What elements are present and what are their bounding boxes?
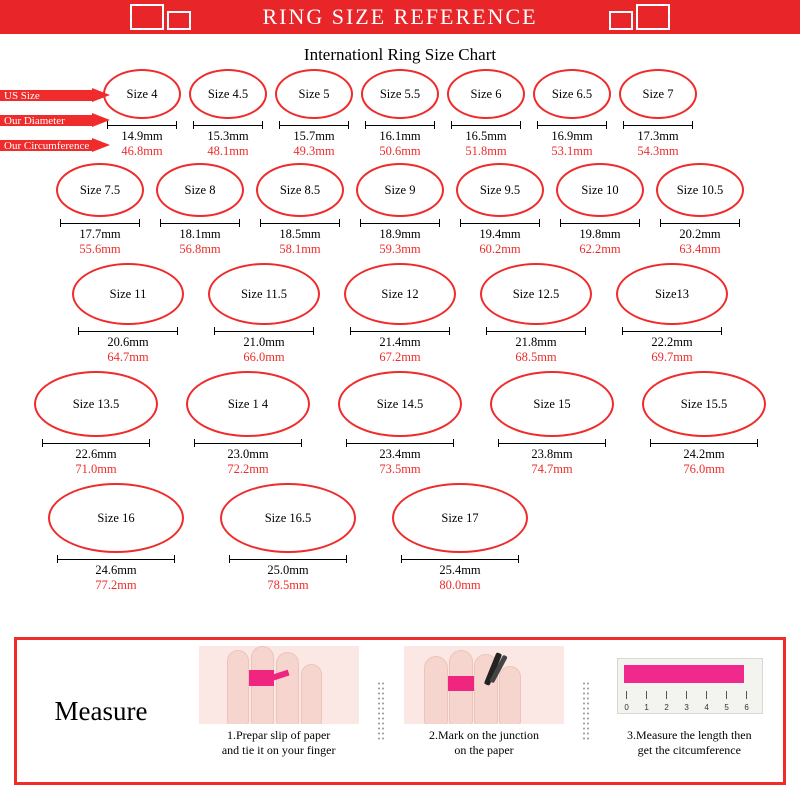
ring-size-ellipse [256,163,344,217]
size-row [6,163,794,257]
diameter-value: 23.0mm [227,447,269,461]
diameter-value: 18.9mm [379,227,421,241]
diameter-bar-icon [365,121,435,129]
ruler-number: 3 [684,703,689,712]
ring-size-cell [616,263,728,365]
diameter-value: 16.9mm [551,129,593,143]
diameter-bar-icon [537,121,607,129]
circumference-value: 46.8mm [121,144,163,158]
measurement-block [537,121,607,159]
circumference-value: 71.0mm [75,462,117,476]
ruler-number: 5 [724,703,729,712]
diameter-bar-icon [451,121,521,129]
measure-step-3 [596,640,783,782]
ring-size-label: Size 12 [381,286,419,301]
ring-size-ellipse [656,163,744,217]
ring-size-ellipse [344,263,456,325]
circumference-value: 77.2mm [95,578,137,592]
diameter-bar-icon [498,439,606,447]
diameter-value: 21.8mm [515,335,557,349]
ring-size-label: Size 17 [441,510,479,525]
ring-size-label: Size 13.5 [72,396,120,411]
circumference-value: 49.3mm [293,144,335,158]
circumference-value: 68.5mm [515,350,557,364]
circumference-value: 48.1mm [207,144,249,158]
ring-size-label: Size 1 4 [227,396,269,411]
diameter-value: 15.7mm [293,129,335,143]
diameter-bar-icon [486,327,586,335]
measurement-block [78,327,178,365]
ring-size-cell [356,163,444,257]
ring-size-label: Size 8 [184,182,216,197]
ring-size-cell [490,371,614,477]
ring-size-label: Size 11.5 [240,286,288,301]
diameter-bar-icon [350,327,450,335]
ring-size-ellipse [392,483,528,553]
ring-size-ellipse [533,69,611,119]
ring-size-label: Size 11 [109,286,147,301]
measurement-block [486,327,586,365]
step-2-caption: 2.Mark on the junction on the paper [429,728,539,757]
measurement-block [401,555,519,593]
ring-size-cell [34,371,158,477]
measurement-block [622,327,722,365]
circumference-value: 53.1mm [551,144,593,158]
ring-size-cell [56,163,144,257]
measurement-block [460,219,540,257]
circumference-value: 54.3mm [637,144,679,158]
diameter-value: 18.1mm [179,227,221,241]
diameter-value: 20.6mm [107,335,149,349]
ring-size-chart [0,69,800,593]
ring-size-label: Size 10.5 [676,182,724,197]
diameter-value: 22.6mm [75,447,117,461]
ring-size-cell [344,263,456,365]
ring-size-label: Size 10 [581,182,619,197]
ring-size-ellipse [189,69,267,119]
measurement-block [498,439,606,477]
diameter-value: 19.4mm [479,227,521,241]
measurement-block [57,555,175,593]
diameter-value: 21.0mm [243,335,285,349]
diameter-bar-icon [346,439,454,447]
size-row [6,263,794,365]
ruler-tick [626,691,627,699]
ring-size-ellipse [619,69,697,119]
measurement-block [360,219,440,257]
diameter-value: 19.8mm [579,227,621,241]
size-row [6,483,794,593]
diameter-bar-icon [214,327,314,335]
ring-size-label: Size 7.5 [79,182,121,197]
ring-size-cell [456,163,544,257]
ring-size-ellipse [186,371,310,437]
ring-size-label: Size 15.5 [680,396,728,411]
ruler-tick [746,691,747,699]
square-outline-icon [636,4,670,30]
chart-subtitle: Internationl Ring Size Chart [303,45,497,64]
diameter-value: 21.4mm [379,335,421,349]
circumference-value: 55.6mm [79,242,121,256]
diameter-value: 16.1mm [379,129,421,143]
diameter-bar-icon [623,121,693,129]
diameter-value: 23.8mm [531,447,573,461]
ring-size-ellipse [480,263,592,325]
circumference-value: 72.2mm [227,462,269,476]
diameter-bar-icon [57,555,175,563]
measurement-block [279,121,349,159]
measurement-block [660,219,740,257]
ring-size-ellipse [490,371,614,437]
diameter-value: 18.5mm [279,227,321,241]
ring-size-label: Size 14.5 [376,396,424,411]
ring-size-ellipse [338,371,462,437]
ring-size-cell [642,371,766,477]
diameter-bar-icon [193,121,263,129]
diameter-bar-icon [622,327,722,335]
ring-size-cell [338,371,462,477]
banner-decoration-right [609,4,670,30]
diameter-bar-icon [460,219,540,227]
legend-label: US Size [4,90,40,102]
circumference-value: 62.2mm [579,242,621,256]
ring-size-ellipse [72,263,184,325]
circumference-value: 63.4mm [679,242,721,256]
ring-size-label: Size 6.5 [551,86,593,101]
ruler-number: 0 [624,703,629,712]
legend-item-our-diameter [0,113,118,129]
diameter-value: 17.7mm [79,227,121,241]
circumference-value: 58.1mm [279,242,321,256]
diameter-bar-icon [360,219,440,227]
ring-size-label: Size 4.5 [207,86,249,101]
measurement-block [160,219,240,257]
ruler-measuring-strip-icon [609,646,769,724]
ring-size-label: Size 4 [126,86,158,101]
diameter-bar-icon [260,219,340,227]
circumference-value: 69.7mm [651,350,693,364]
step-3-caption: 3.Measure the length then get the citcumference [627,728,752,757]
ring-size-cell [220,483,356,593]
circumference-value: 60.2mm [479,242,521,256]
legend-label: Our Diameter [4,115,65,127]
measurement-block [60,219,140,257]
circumference-value: 51.8mm [465,144,507,158]
ring-size-label: Size 7 [642,86,674,101]
ruler-tick [646,691,647,699]
circumference-value: 74.7mm [531,462,573,476]
ruler-number: 2 [664,703,669,712]
ring-size-ellipse [456,163,544,217]
ring-size-cell [72,263,184,365]
ring-size-ellipse [156,163,244,217]
ring-size-label: Size 16 [97,510,135,525]
circumference-value: 64.7mm [107,350,149,364]
ring-size-label: Size 6 [470,86,502,101]
page-title: RING SIZE REFERENCE [262,4,538,29]
diameter-bar-icon [650,439,758,447]
measurement-block [560,219,640,257]
diameter-value: 20.2mm [679,227,721,241]
header-banner [0,0,800,34]
diameter-value: 24.6mm [95,563,137,577]
ring-size-ellipse [220,483,356,553]
diameter-value: 22.2mm [651,335,693,349]
ring-size-ellipse [48,483,184,553]
diameter-value: 25.4mm [439,563,481,577]
ring-size-label: Size 16.5 [264,510,312,525]
circumference-value: 80.0mm [439,578,481,592]
size-row [6,69,794,159]
diameter-value: 17.3mm [637,129,679,143]
measure-title: Measure [54,695,148,726]
circumference-value: 50.6mm [379,144,421,158]
ring-size-cell [480,263,592,365]
square-outline-icon [609,11,633,30]
measure-step-2 [390,640,577,782]
circumference-value: 66.0mm [243,350,285,364]
ring-size-ellipse [275,69,353,119]
ruler-tick [686,691,687,699]
square-outline-icon [130,4,164,30]
ring-size-label: Size 12.5 [512,286,560,301]
legend-item-our-circumference [0,138,118,154]
ring-size-cell [392,483,528,593]
size-row [6,371,794,477]
measurement-block [350,327,450,365]
ring-size-cell [361,69,439,159]
ring-size-label: Size 5.5 [379,86,421,101]
ring-size-cell [189,69,267,159]
circumference-value: 73.5mm [379,462,421,476]
diameter-value: 23.4mm [379,447,421,461]
diameter-value: 24.2mm [683,447,725,461]
dot-separator [372,640,390,782]
ring-size-ellipse [642,371,766,437]
ring-size-ellipse [56,163,144,217]
ring-size-cell [156,163,244,257]
ring-size-cell [533,69,611,159]
measurement-block [260,219,340,257]
ring-size-ellipse [208,263,320,325]
ring-size-ellipse [556,163,644,217]
diameter-bar-icon [660,219,740,227]
measurement-block [346,439,454,477]
ring-size-ellipse [447,69,525,119]
ring-size-cell [275,69,353,159]
ring-size-ellipse [361,69,439,119]
step-1-caption: 1.Prepar slip of paper and tie it on your finger [221,728,336,757]
ring-size-cell [208,263,320,365]
measurement-block [42,439,150,477]
diameter-bar-icon [279,121,349,129]
hand-marking-paper-icon [404,646,564,724]
circumference-value: 67.2mm [379,350,421,364]
ring-size-ellipse [356,163,444,217]
square-outline-icon [167,11,191,30]
measurement-block [229,555,347,593]
legend-item-us-size [0,88,118,104]
ring-size-cell [256,163,344,257]
diameter-value: 14.9mm [121,129,163,143]
diameter-bar-icon [401,555,519,563]
ring-size-cell [656,163,744,257]
circumference-value: 76.0mm [683,462,725,476]
diameter-bar-icon [560,219,640,227]
diameter-value: 25.0mm [267,563,309,577]
ruler-number: 1 [644,703,649,712]
measurement-block [193,121,263,159]
diameter-bar-icon [42,439,150,447]
ring-size-ellipse [616,263,728,325]
ring-size-label: Size 9 [384,182,416,197]
measurement-block [623,121,693,159]
ring-size-label: Size 5 [298,86,330,101]
ruler-number: 4 [704,703,709,712]
diameter-bar-icon [78,327,178,335]
diameter-bar-icon [160,219,240,227]
measure-instructions [14,637,786,785]
ring-size-cell [186,371,310,477]
hand-with-paper-strip-icon [199,646,359,724]
ring-size-label: Size 9.5 [479,182,521,197]
ruler-number: 6 [744,703,749,712]
measurement-block [650,439,758,477]
circumference-value: 78.5mm [267,578,309,592]
diameter-value: 15.3mm [207,129,249,143]
ring-size-label: Size 8.5 [279,182,321,197]
measure-step-1 [185,640,372,782]
ruler-tick [706,691,707,699]
legend-label: Our Circumference [4,140,90,152]
ring-size-cell [556,163,644,257]
measurement-block [214,327,314,365]
diameter-bar-icon [194,439,302,447]
dot-separator [578,640,596,782]
circumference-value: 59.3mm [379,242,421,256]
circumference-value: 56.8mm [179,242,221,256]
measurement-block [451,121,521,159]
ring-size-label: Size13 [654,286,690,301]
banner-decoration-left [130,4,191,30]
ring-size-cell [48,483,184,593]
diameter-bar-icon [229,555,347,563]
ruler-tick [666,691,667,699]
ring-size-cell [619,69,697,159]
ruler-tick [726,691,727,699]
diameter-bar-icon [60,219,140,227]
measurement-block [194,439,302,477]
measurement-block [365,121,435,159]
legend [0,88,118,163]
ring-size-ellipse [34,371,158,437]
diameter-value: 16.5mm [465,129,507,143]
ring-size-cell [447,69,525,159]
ring-size-label: Size 15 [533,396,571,411]
